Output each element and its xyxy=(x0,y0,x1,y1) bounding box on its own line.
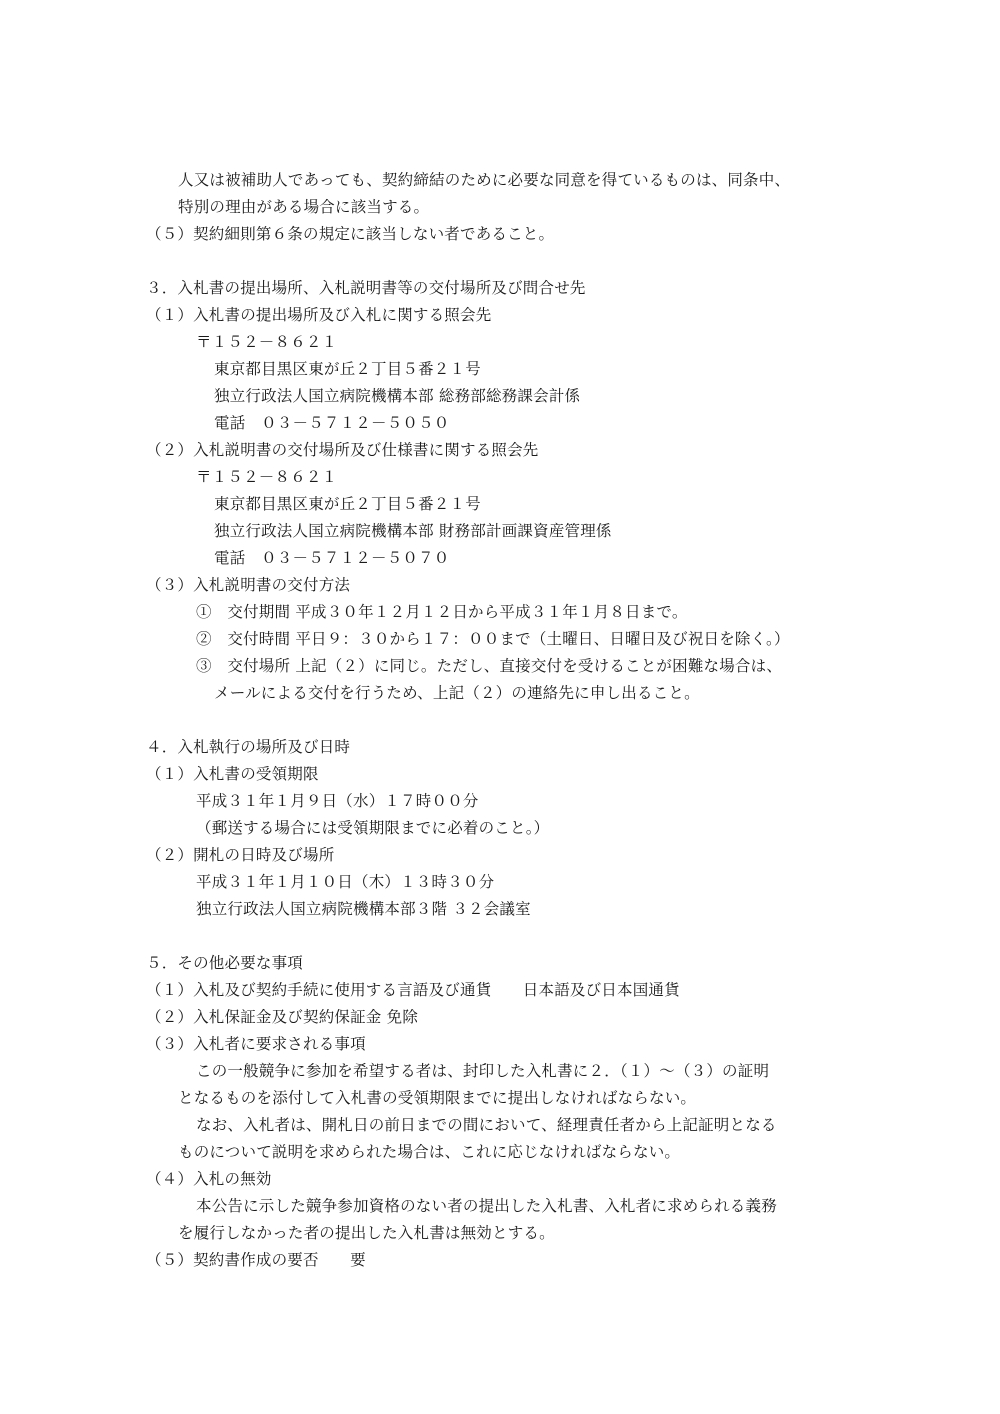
opening-location: 独立行政法人国立病院機構本部３階 ３２会議室 xyxy=(196,900,531,918)
note: （郵送する場合には受領期限までに必着のこと。） xyxy=(196,819,550,837)
list-item: ① 交付期間 平成３０年１２月１２日から平成３１年１月８日まで。 xyxy=(196,603,688,621)
text-line: 本公告に示した競争参加資格のない者の提出した入札書、入札者に求められる義務 xyxy=(196,1197,777,1215)
text-line: ものについて説明を求められた場合は、これに応じなければならない。 xyxy=(178,1143,681,1161)
list-item: ② 交付時間 平日９：３０から１７：００まで（土曜日、日曜日及び祝日を除く。） xyxy=(196,630,790,648)
list-item: ③ 交付場所 上記（２）に同じ。ただし、直接交付を受けることが困難な場合は、 xyxy=(196,657,783,675)
text-line: 人又は被補助人であっても、契約締結のために必要な同意を得ているものは、同条中、 xyxy=(178,171,791,189)
subsection-heading: （１）入札書の提出場所及び入札に関する照会先 xyxy=(146,306,492,324)
department: 独立行政法人国立病院機構本部 総務部総務課会計係 xyxy=(214,387,581,405)
text-line: なお、入札者は、開札日の前日までの間において、経理責任者から上記証明となる xyxy=(196,1116,777,1134)
subsection-heading: （２）入札説明書の交付場所及び仕様書に関する照会先 xyxy=(146,441,539,459)
opening-datetime: 平成３１年１月１０日（木）１３時３０分 xyxy=(196,873,495,891)
subsection-heading: （１）入札書の受領期限 xyxy=(146,765,319,783)
address: 東京都目黒区東が丘２丁目５番２１号 xyxy=(214,495,481,513)
subsection-heading: （３）入札者に要求される事項 xyxy=(146,1035,366,1053)
text-line: を履行しなかった者の提出した入札書は無効とする。 xyxy=(178,1224,555,1242)
deadline: 平成３１年１月９日（水）１７時００分 xyxy=(196,792,479,810)
phone: 電話 ０３－５７１２－５０５０ xyxy=(214,414,450,432)
text-line: （５）契約細則第６条の規定に該当しない者であること。 xyxy=(146,225,555,243)
postal-code: 〒１５２－８６２１ xyxy=(196,333,338,351)
subsection-heading: （４）入札の無効 xyxy=(146,1170,272,1188)
section-heading: ３．入札書の提出場所、入札説明書等の交付場所及び問合せ先 xyxy=(146,279,586,297)
subsection-heading: （２）入札保証金及び契約保証金 免除 xyxy=(146,1008,419,1026)
postal-code: 〒１５２－８６２１ xyxy=(196,468,338,486)
text-line: メールによる交付を行うため、上記（２）の連絡先に申し出ること。 xyxy=(214,684,700,702)
subsection-heading: （２）開札の日時及び場所 xyxy=(146,846,335,864)
address: 東京都目黒区東が丘２丁目５番２１号 xyxy=(214,360,481,378)
section-heading: ４．入札執行の場所及び日時 xyxy=(146,738,351,756)
text-line: となるものを添付して入札書の受領期限までに提出しなければならない。 xyxy=(178,1089,697,1107)
department: 独立行政法人国立病院機構本部 財務部計画課資産管理係 xyxy=(214,522,612,540)
phone: 電話 ０３－５７１２－５０７０ xyxy=(214,549,450,567)
subsection-heading: （５）契約書作成の要否 要 xyxy=(146,1251,366,1269)
section-heading: ５．その他必要な事項 xyxy=(146,954,304,972)
subsection-heading: （１）入札及び契約手続に使用する言語及び通貨 日本語及び日本国通貨 xyxy=(146,981,680,999)
text-line: 特別の理由がある場合に該当する。 xyxy=(178,198,430,216)
text-line: この一般競争に参加を希望する者は、封印した入札書に２．（１）～（３）の証明 xyxy=(196,1062,770,1080)
subsection-heading: （３）入札説明書の交付方法 xyxy=(146,576,351,594)
